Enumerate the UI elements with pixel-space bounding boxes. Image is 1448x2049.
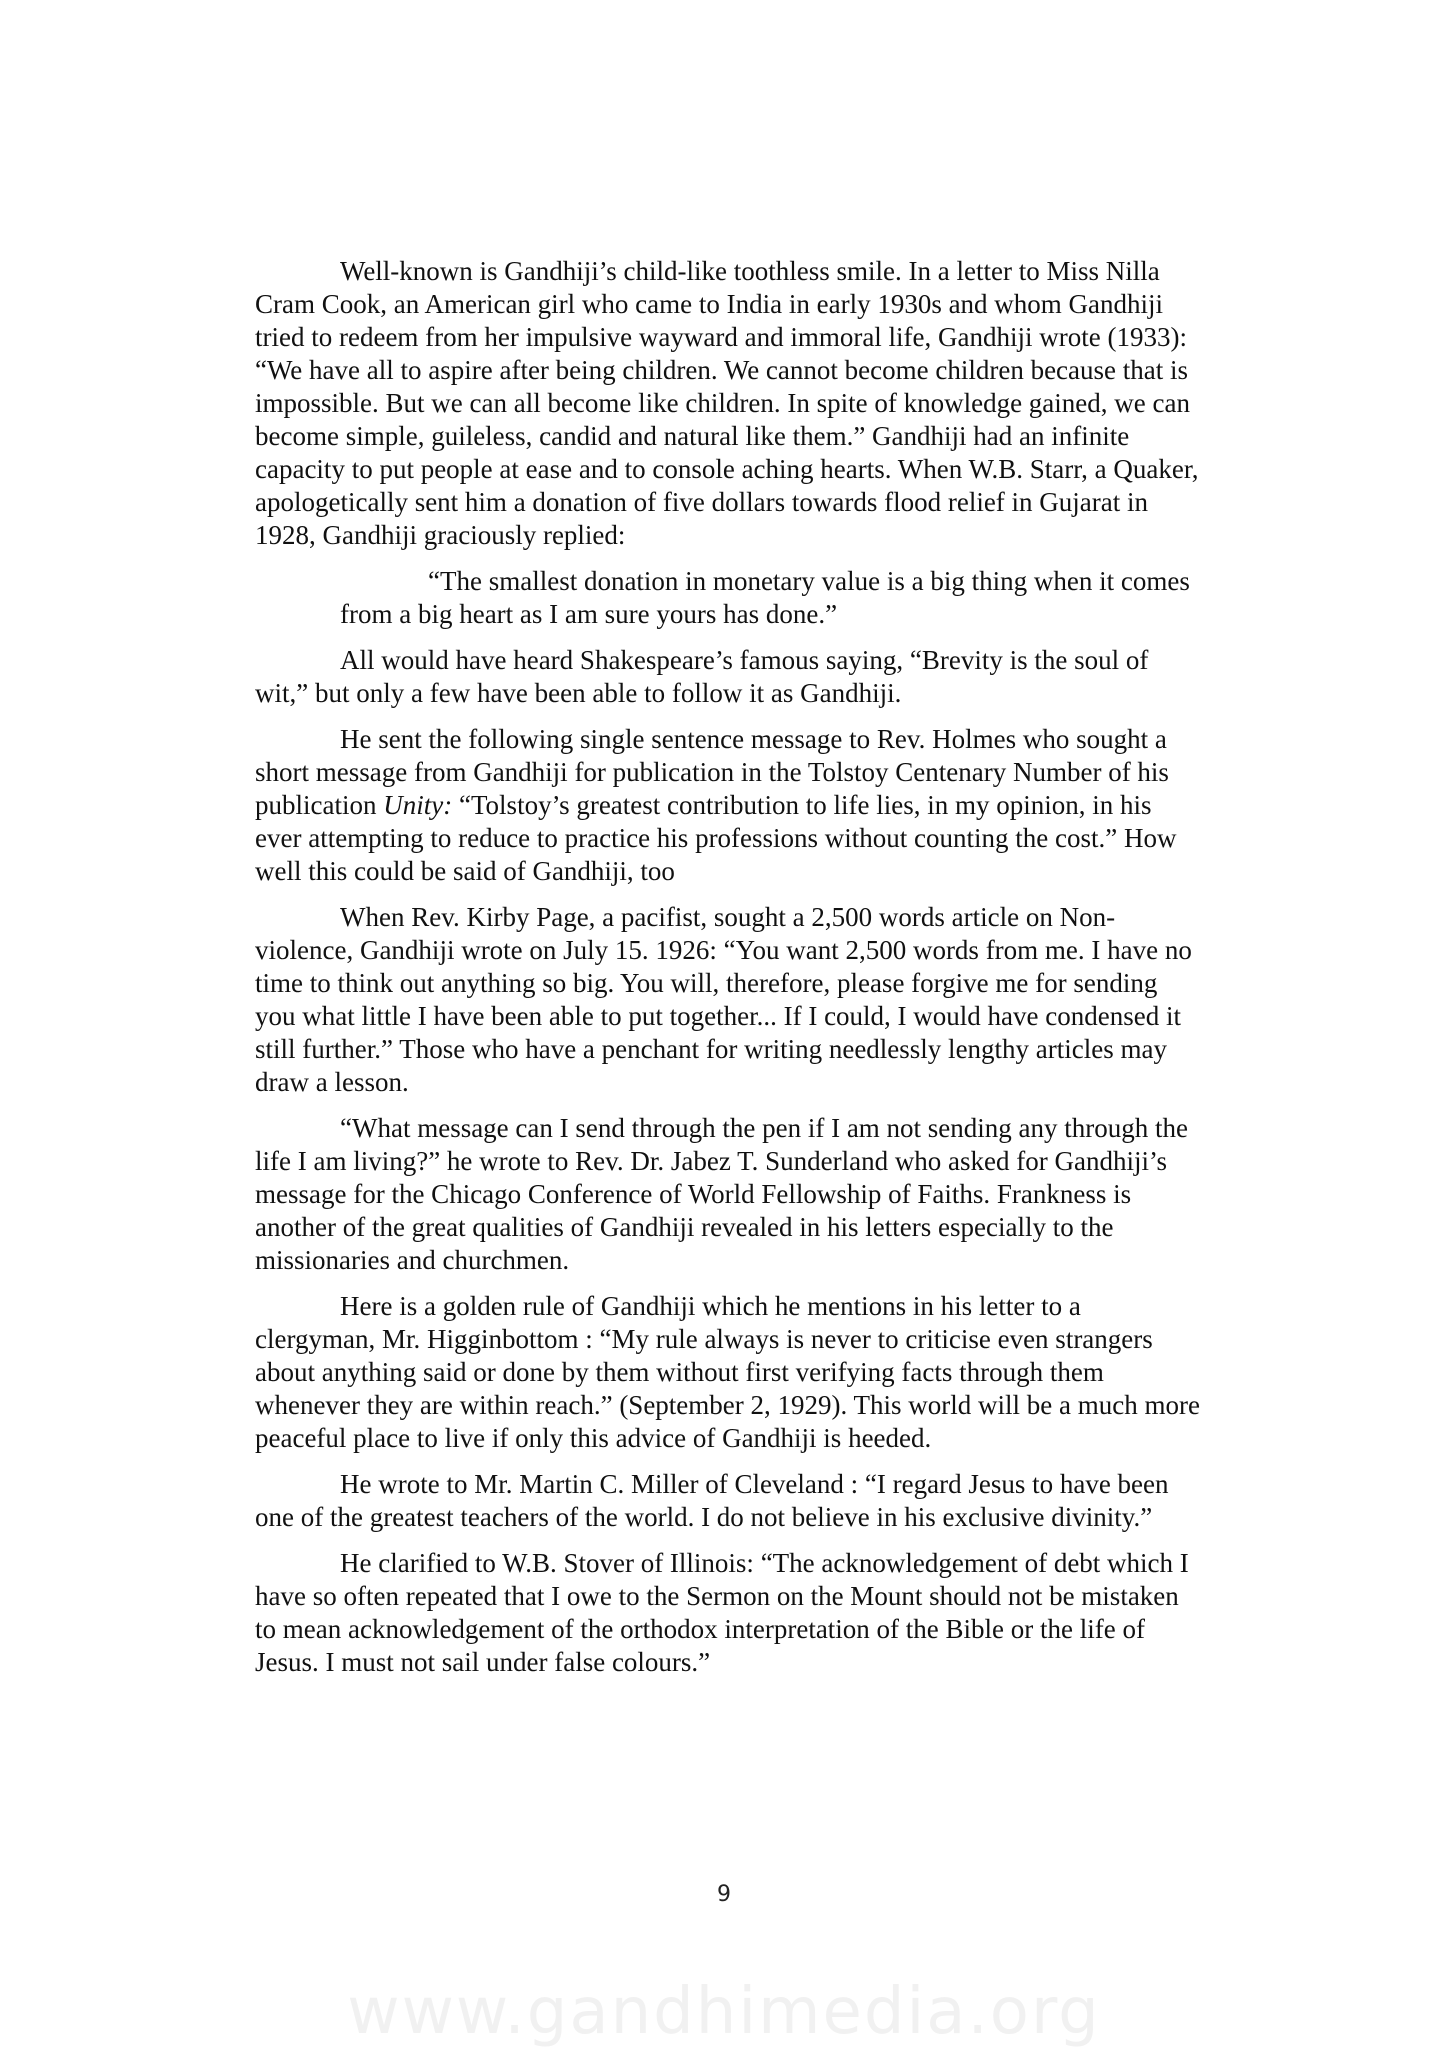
paragraph-tolstoy-before: He sent the following single sentence message to Rev. Holmes who sought a short message from Gandhiji for publication in the Tolstoy Centenary Number of his publication [255, 724, 1169, 820]
paragraph-golden-rule: Here is a golden rule of Gandhiji which he mentions in his letter to a clergyman, Mr. Higginbottom : “My rule always is never to criticise even strangers about anything said or done by them without first verifying facts through them whenever they are within reach.” (September 2, 1929). This world will be a much more peaceful place to live if only this advice of Gandhiji is heeded. [255, 1291, 1200, 1453]
paragraph-kirby-page: When Rev. Kirby Page, a pacifist, sought a 2,500 words article on Non-violence, Gandhiji wrote on July 15. 1926: “You want 2,500 words from me. I have no time to think out anything so big. You will, therefore, please forgive me for sending you what little I have been able to put together... If I could, I would have condensed it still further.” Those who have a penchant for writing needlessly lengthy articles may draw a lesson. [255, 902, 1192, 1097]
publication-title-italic: Unity: [383, 790, 453, 820]
paragraph-smile: Well-known is Gandhiji’s child-like toothless smile. In a letter to Miss Nilla Cram Cook, an American girl who came to India in early 1930s and whom Gandhiji tried to redeem from her impulsive wayward and immoral life, Gandhiji wrote (1933): “We have all to aspire after being children. We cannot become children because that is impossible. But we can all become like children. In spite of knowledge gained, we can become simple, guileless, candid and natural like them.” Gandhiji had an infinite capacity to put people at ease and to console aching hearts. When W.B. Starr, a Quaker, apologetically sent him a donation of five dollars towards flood relief in Gujarat in 1928, Gandhiji graciously replied: [255, 256, 1199, 550]
paragraph-stover: He clarified to W.B. Stover of Illinois: “The acknowledgement of debt which I have so often repeated that I owe to the Sermon on the Mount should not be mistaken to mean acknowledgement of the orthodox interpretation of the Bible or the life of Jesus. I must not sail under false colours.” [255, 1548, 1189, 1677]
block-quote-donation: “The smallest donation in monetary value is a big thing when it comes from a big heart as I am sure yours has done.” [340, 566, 1190, 629]
page-number: 9 [717, 1882, 731, 1907]
paragraph-brevity: All would have heard Shakespeare’s famous saying, “Brevity is the soul of wit,” but only a few have been able to follow it as Gandhiji. [255, 645, 1149, 708]
body-text [255, 255, 1200, 1692]
paragraph-tolstoy-after: “Tolstoy’s greatest contribution to life lies, in my opinion, in his ever attempting to reduce to practice his professions without counting the cost.” How well this could be said of Gandhiji, too [255, 790, 1177, 886]
paragraph-sunderland: “What message can I send through the pen if I am not sending any through the life I am living?” he wrote to Rev. Dr. Jabez T. Sunderland who asked for Gandhiji’s message for the Chicago Conference of World Fellowship of Faiths. Frankness is another of the great qualities of Gandhiji revealed in his letters especially to the missionaries and churchmen. [255, 1113, 1189, 1275]
watermark-text: www.gandhimedia.org [347, 1975, 1101, 2049]
paragraph-tolstoy [255, 723, 1200, 888]
paragraph-miller: He wrote to Mr. Martin C. Miller of Cleveland : “I regard Jesus to have been one of the greatest teachers of the world. I do not believe in his exclusive divinity.” [255, 1469, 1169, 1532]
